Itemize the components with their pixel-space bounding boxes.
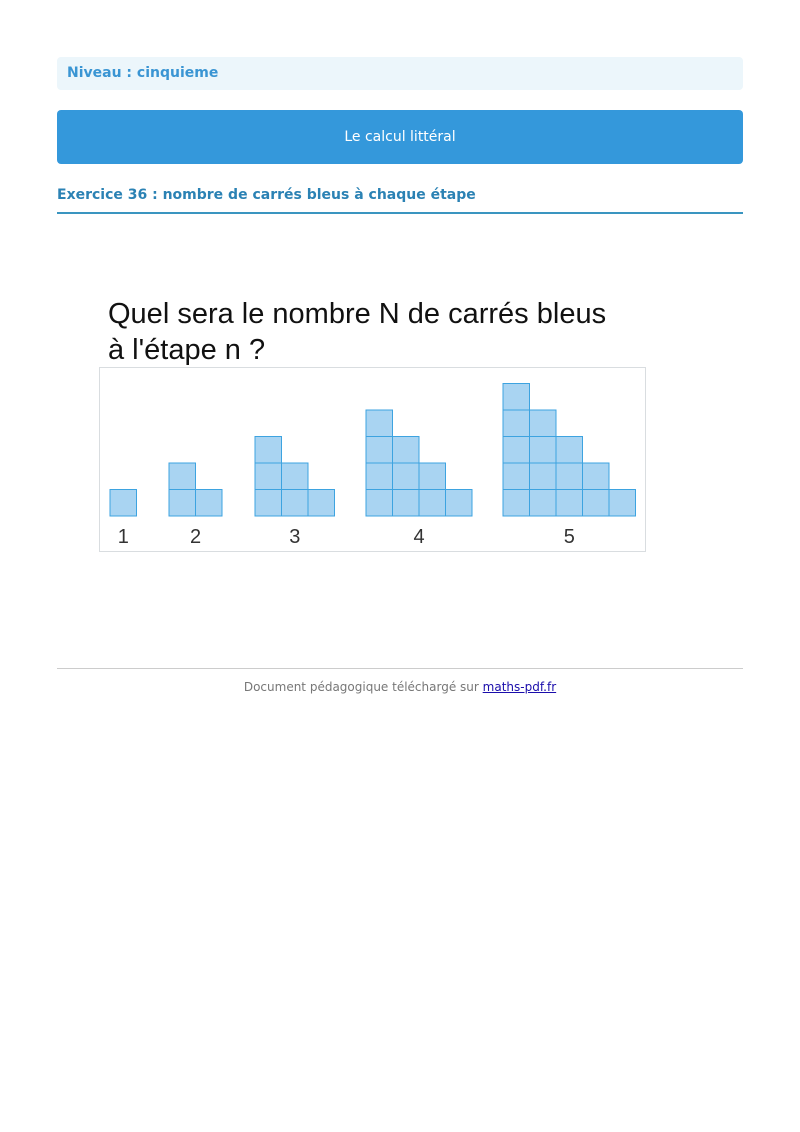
- blue-square: [393, 437, 420, 464]
- blue-square: [503, 437, 530, 464]
- blue-square: [530, 437, 557, 464]
- blue-square: [366, 490, 393, 517]
- steps-panel: [99, 367, 646, 552]
- steps-diagram: [100, 368, 645, 551]
- footer: [57, 680, 743, 694]
- blue-square: [583, 490, 610, 517]
- blue-square: [110, 490, 137, 517]
- blue-square: [609, 490, 636, 517]
- step-label: 5: [563, 526, 575, 548]
- blue-square: [196, 490, 223, 517]
- footer-divider: [57, 668, 743, 669]
- step-label: 2: [189, 526, 202, 548]
- blue-square: [366, 410, 393, 437]
- blue-square: [583, 463, 610, 490]
- blue-square: [556, 437, 583, 464]
- blue-square: [556, 463, 583, 490]
- blue-square: [308, 490, 335, 517]
- chapter-title: Le calcul littéral: [57, 110, 743, 164]
- level-label: Niveau : cinquieme: [57, 57, 743, 90]
- blue-square: [503, 463, 530, 490]
- blue-square: [366, 437, 393, 464]
- blue-square: [393, 463, 420, 490]
- blue-square: [446, 490, 473, 517]
- footer-text: Document pédagogique téléchargé sur: [243, 680, 479, 694]
- step-3: [255, 437, 335, 549]
- blue-square: [169, 463, 196, 490]
- blue-square: [419, 490, 446, 517]
- step-5: [503, 384, 636, 549]
- blue-square: [556, 490, 583, 517]
- step-label: 4: [413, 526, 425, 548]
- blue-square: [503, 490, 530, 517]
- step-label: 3: [289, 526, 301, 548]
- blue-square: [419, 463, 446, 490]
- blue-square: [393, 490, 420, 517]
- blue-square: [530, 490, 557, 517]
- blue-square: [282, 490, 309, 517]
- blue-square: [169, 490, 196, 517]
- blue-square: [503, 410, 530, 437]
- step-1: [110, 490, 137, 549]
- step-label: 1: [117, 526, 129, 548]
- blue-square: [255, 490, 282, 517]
- exercise-heading: Exercice 36 : nombre de carrés bleus à chaque étape: [57, 184, 743, 214]
- blue-square: [282, 463, 309, 490]
- step-4: [366, 410, 472, 548]
- question-line-2: à l'étape n ?: [108, 334, 266, 366]
- step-2: [169, 463, 222, 548]
- exercise-figure: [84, 290, 659, 560]
- blue-square: [255, 437, 282, 464]
- footer-link[interactable]: maths-pdf.fr: [482, 680, 557, 694]
- question-line-1: Quel sera le nombre N de carrés bleus: [108, 298, 607, 330]
- blue-square: [530, 410, 557, 437]
- blue-square: [366, 463, 393, 490]
- blue-square: [503, 384, 530, 411]
- blue-square: [255, 463, 282, 490]
- blue-square: [530, 463, 557, 490]
- question-text: [108, 296, 668, 368]
